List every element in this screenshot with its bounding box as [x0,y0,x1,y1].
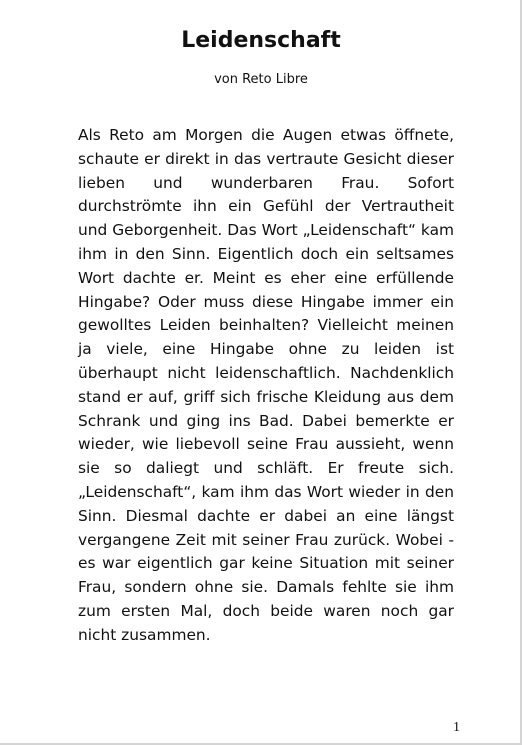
author-byline: von Reto Libre [214,72,308,87]
body-paragraph: Als Reto am Morgen die Augen etwas öffnete, schaute er direkt in das vertraute Gesicht dieser lieben und wunderbaren Frau. Sofort durchströmte ihn ein Gefühl der Vertrautheit und Geborgenheit. Das Wort „Leidenschaft“ kam ihm in den Sinn. Eigentlich doch ein seltsames Wort dachte er. Meint es eher eine erfüllende Hingabe? Oder muss diese Hingabe immer ein gewolltes Leiden beinhalten? Vielleicht meinen ja viele, eine Hingabe ohne zu leiden ist überhaupt nicht leidenschaftlich. Nachdenklich stand er auf, griff sich frische Kleidung aus dem Schrank und ging ins Bad. Dabei bemerkte er wieder, wie liebevoll seine Frau aussieht, wenn sie so daliegt und schläft. Er freute sich. „Leidenschaft“, kam ihm das Wort wieder in den Sinn. Diesmal dachte er dabei an eine längst vergangene Zeit mit seiner Frau zurück. Wobei - es war eigentlich gar keine Situation mit seiner Frau, sondern ohne sie. Damals fehlte sie ihm zum ersten Mal, doch beide waren noch gar nicht zusammen. [78,126,454,644]
document-title: Leidenschaft [181,28,341,53]
page-number: 1 [453,720,460,735]
